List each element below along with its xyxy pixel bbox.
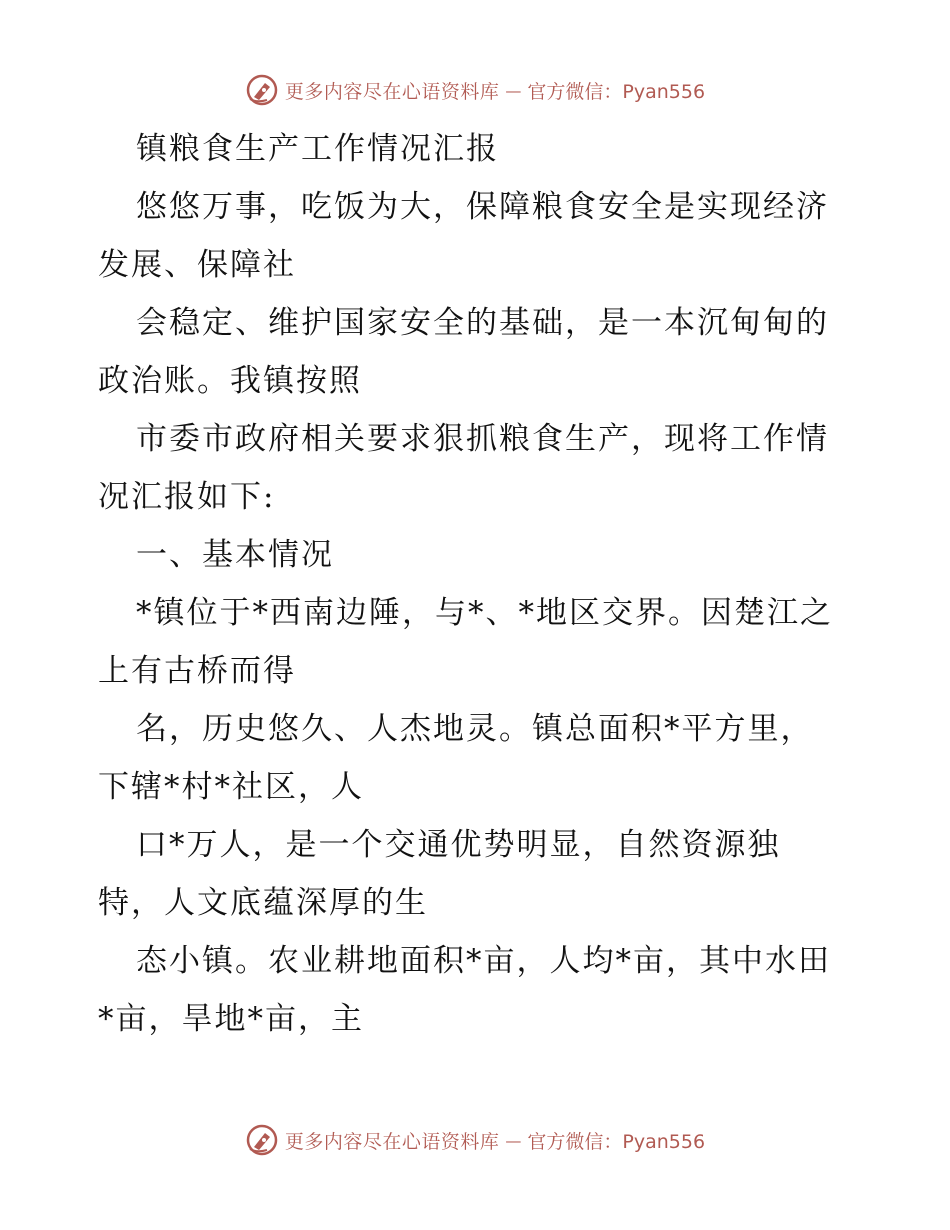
header-banner	[0, 70, 950, 110]
banner-separator: —	[505, 1130, 522, 1150]
banner-separator: —	[505, 80, 522, 100]
paragraph-line: 口*万人，是一个交通优势明显，自然资源独	[136, 827, 781, 863]
paragraph-line: 发展、保障社	[98, 247, 296, 283]
paragraph-line: 况汇报如下:	[98, 479, 276, 515]
banner-wechat-text: 官方微信：Pyan556	[527, 80, 706, 103]
paragraph-line: *亩，旱地*亩，主	[98, 1001, 364, 1037]
paragraph-line: 会稳定、维护国家安全的基础，是一本沉甸甸的	[136, 305, 829, 341]
paragraph-line: 特，人文底蕴深厚的生	[98, 885, 428, 921]
paragraph-line: 态小镇。农业耕地面积*亩，人均*亩，其中水田	[136, 943, 831, 979]
pen-nib-logo-icon	[245, 73, 279, 107]
paragraph-line: *镇位于*西南边陲，与*、*地区交界。因楚江之	[136, 595, 833, 631]
paragraph-line: 下辖*村*社区，人	[98, 769, 364, 805]
pen-nib-logo-icon	[245, 1123, 279, 1157]
section-heading: 一、基本情况	[136, 537, 334, 573]
banner-wechat-text: 官方微信：Pyan556	[527, 1130, 706, 1153]
paragraph-line: 悠悠万事，吃饭为大，保障粮食安全是实现经济	[136, 189, 829, 225]
banner-library-text: 更多内容尽在心语资料库	[284, 80, 500, 103]
paragraph-line: 上有古桥而得	[98, 653, 296, 689]
document-title: 镇粮食生产工作情况汇报	[136, 131, 499, 167]
document-body	[98, 120, 858, 1048]
footer-banner	[0, 1120, 950, 1160]
paragraph-line: 名，历史悠久、人杰地灵。镇总面积*平方里，	[136, 711, 814, 747]
banner-library-text: 更多内容尽在心语资料库	[284, 1130, 500, 1153]
paragraph-line: 政治账。我镇按照	[98, 363, 362, 399]
paragraph-line: 市委市政府相关要求狠抓粮食生产，现将工作情	[136, 421, 829, 457]
